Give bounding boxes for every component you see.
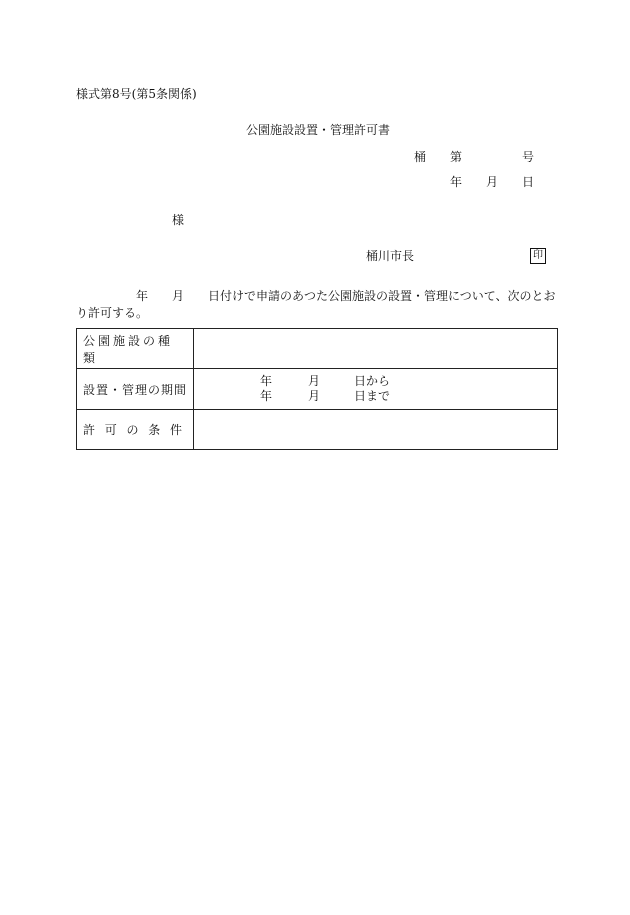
cond-char-1: 許 [83, 423, 97, 437]
cond-char-4: 条 [148, 423, 162, 437]
date-year: 年 [450, 175, 463, 189]
body-month: 月 [172, 289, 185, 303]
to-month: 月 [308, 389, 321, 403]
date-month: 月 [486, 175, 499, 189]
addressee-suffix: 様 [172, 213, 185, 227]
body-year: 年 [136, 289, 149, 303]
ref-go: 号 [522, 150, 535, 164]
date-day: 日 [522, 175, 535, 189]
value-period [194, 369, 558, 410]
form-number: 様式第8号(第5条関係) [76, 87, 197, 101]
from-day: 日から [354, 374, 391, 388]
label-facility-type-text: 公園施設の種類 [83, 333, 174, 365]
period-block [194, 369, 557, 409]
table-row-type [77, 329, 558, 369]
permit-table [76, 328, 558, 450]
label-facility-type [77, 329, 194, 369]
table-row-period [77, 369, 558, 410]
body-text-line2: り許可する。 [76, 306, 149, 320]
value-conditions [194, 410, 558, 450]
table-row-conditions [77, 410, 558, 450]
cond-char-5: 件 [169, 423, 183, 437]
from-year: 年 [260, 374, 273, 388]
ref-prefix: 桶 [414, 150, 427, 164]
to-day: 日まで [354, 389, 391, 403]
ref-dai: 第 [450, 150, 463, 164]
from-month: 月 [308, 374, 321, 388]
to-year: 年 [260, 389, 273, 403]
label-conditions [77, 410, 194, 450]
seal-mark: 印 [530, 248, 546, 264]
value-facility-type [194, 329, 558, 369]
label-conditions-text [83, 421, 183, 438]
issuer-name: 桶川市長 [366, 249, 415, 263]
label-period: 設置・管理の期間 [77, 369, 194, 410]
body-text-line1: 日付けで申請のあつた公園施設の設置・管理について、次のとお [208, 289, 556, 303]
cond-char-2: 可 [104, 423, 118, 437]
cond-char-3: の [126, 423, 140, 437]
document-title: 公園施設設置・管理許可書 [246, 123, 391, 137]
